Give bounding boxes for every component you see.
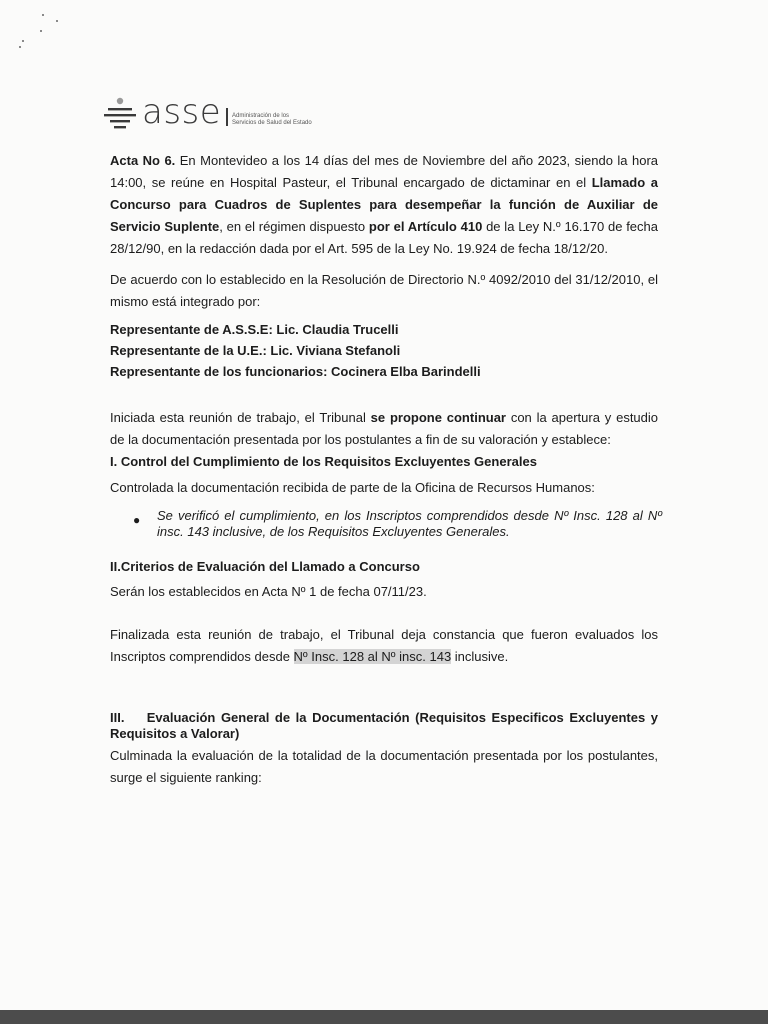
logo-subtitle [232, 113, 312, 127]
logo-divider [226, 108, 228, 126]
logo-subtitle-line1: Administración de los [232, 113, 290, 119]
section2-heading: II.Criterios de Evaluación del Llamado a Concurso [110, 559, 420, 574]
section3-heading [110, 710, 658, 742]
iniciada-emphasis: se propone continuar [370, 410, 506, 425]
section1-bullet: Se verificó el cumplimiento, en los Inscriptos comprendidos desde Nº Insc. 128 al Nº insc. 143 inclusive, de los Requisitos Excluyentes Generales. [157, 508, 662, 539]
acta-paragraph [110, 150, 658, 260]
section2-text: Serán los establecidos en Acta Nº 1 de fecha 07/11/23. [110, 584, 427, 599]
articulo-ref: por el Artículo 410 [368, 219, 483, 234]
iniciada-text-2: con la apertura y estudio de la documentación presentada por los postulantes a fin de su valoración y establece: [110, 410, 659, 447]
scan-speck [42, 14, 44, 16]
asse-logo-icon [102, 96, 138, 132]
acta-text-3: de la Ley N.º 16.170 de fecha 28/12/90, en la redacción dada por el Art. 595 de la Ley No. 19.924 de fecha 18/12/20. [110, 219, 658, 256]
scan-speck [40, 30, 42, 32]
section3-text: Culminada la evaluación de la totalidad de la documentación presentada por los postulantes, surge el siguiente ranking: [110, 748, 658, 785]
scan-speck [19, 46, 21, 48]
llamado-title: Llamado a Concurso para Cuadros de Suplentes para desempeñar la función de Auxiliar de Servicio Suplente [110, 175, 659, 234]
section3-number: III. [110, 710, 125, 725]
finalizada-paragraph [110, 624, 658, 668]
finalizada-text-1: Finalizada esta reunión de trabajo, el Tribunal deja constancia que fueron evaluados los Inscriptos comprendidos desde [110, 627, 658, 664]
logo-wordmark: asse [142, 92, 222, 132]
iniciada-paragraph [110, 407, 658, 451]
section1-heading: I. Control del Cumplimiento de los Requisitos Excluyentes Generales [110, 454, 537, 469]
finalizada-text-2: inclusive. [451, 649, 509, 664]
asse-logo [102, 92, 342, 136]
scan-speck [22, 40, 24, 42]
bullet-icon: ● [133, 513, 141, 527]
section1-intro: Controlada la documentación recibida de parte de la Oficina de Recursos Humanos: [110, 480, 595, 495]
acta-text-1: En Montevideo a los 14 días del mes de Noviembre del año 2023, siendo la hora 14:00, se reúne en Hospital Pasteur, el Tribunal encargado de dictaminar en el [110, 153, 659, 190]
acta-number: Acta No 6. [110, 153, 176, 168]
representante-ue: Representante de la U.E.: Lic. Viviana Stefanoli [110, 343, 401, 358]
scan-bottom-edge [0, 1010, 768, 1024]
representante-funcionarios: Representante de los funcionarios: Cocinera Elba Barindelli [110, 364, 481, 379]
representante-asse: Representante de A.S.S.E: Lic. Claudia Trucelli [110, 322, 399, 337]
logo-subtitle-line2: Servicios de Salud del Estado [232, 120, 312, 126]
resolucion-paragraph: De acuerdo con lo establecido en la Resolución de Directorio N.º 4092/2010 del 31/12/2010, el mismo está integrado por: [110, 272, 658, 309]
section3-title: Evaluación General de la Documentación (Requisitos Especificos Excluyentes y Requisitos a Valorar) [110, 710, 658, 741]
acta-text-2: , en el régimen dispuesto [219, 219, 369, 234]
scan-speck [56, 20, 58, 22]
iniciada-text-1: Iniciada esta reunión de trabajo, el Tribunal [110, 410, 371, 425]
highlighted-range: Nº Insc. 128 al Nº insc. 143 [293, 649, 452, 664]
